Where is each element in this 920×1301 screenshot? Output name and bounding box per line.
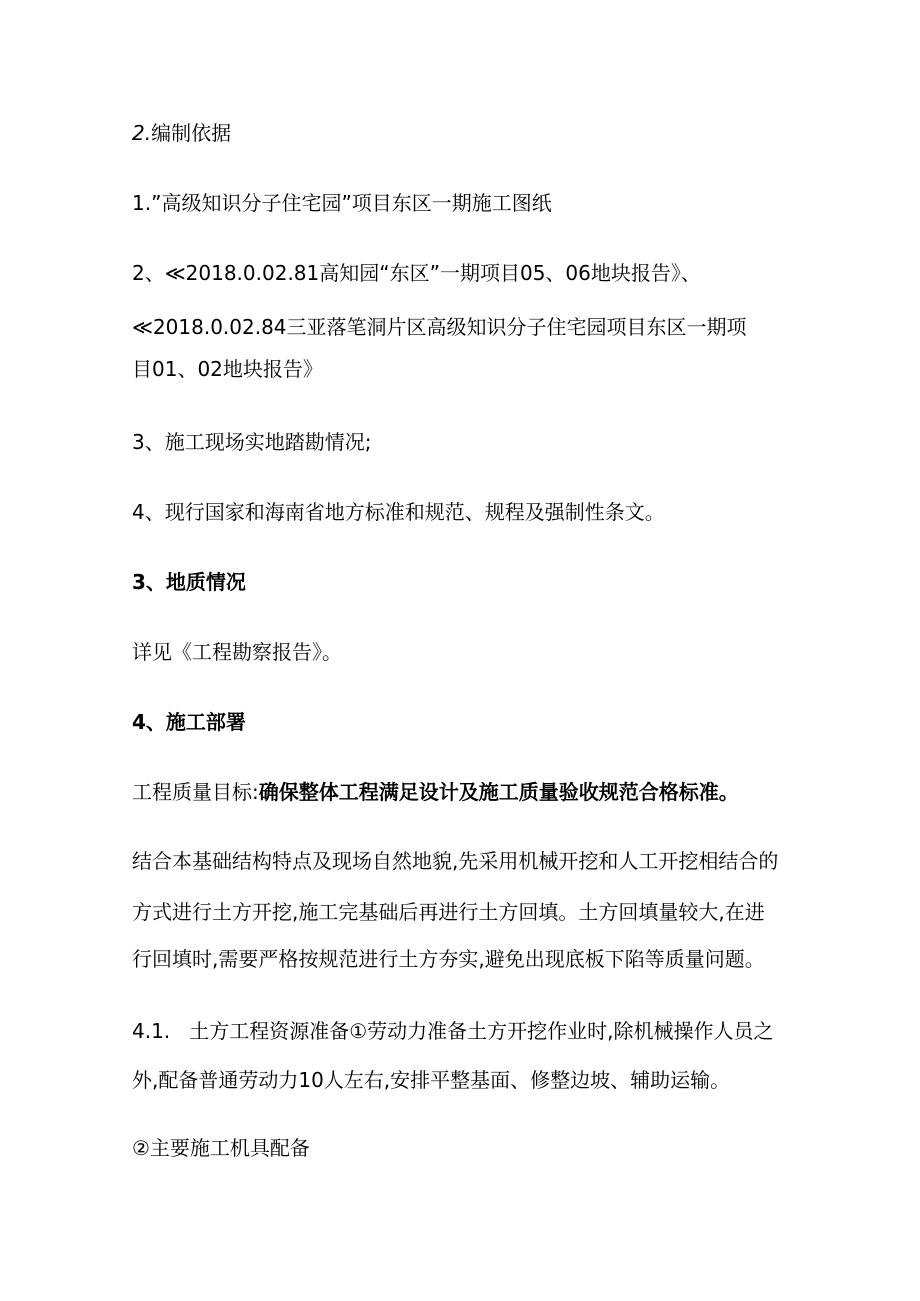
geology-heading: 3、地质情况 xyxy=(132,570,246,594)
resource-line-1: 4.1. 土方工程资源准备①劳动力准备土方开挖作业时,除机械操作人员之 xyxy=(132,1019,774,1043)
section-title: 编制依据 xyxy=(151,121,232,145)
quality-text: 确保整体工程满足设计及施工质量验收规范合格标准。 xyxy=(258,780,739,804)
paragraph-line-2: 方式进行土方开挖,施工完基础后再进行土方回填。土方回填量较大,在进 xyxy=(132,900,765,924)
resource-line-2: 外,配备普通劳动力10人左右,安排平整基面、修整边坡、辅助运输。 xyxy=(132,1068,731,1092)
paragraph-line-3: 行回填时,需要严格按规范进行土方夯实,避免出现底板下陷等质量问题。 xyxy=(132,947,765,971)
basis-item-4: 4、现行国家和海南省地方标准和规范、规程及强制性条文。 xyxy=(132,500,665,524)
deploy-heading: 4、施工部署 xyxy=(132,710,246,734)
equipment-heading: ②主要施工机具配备 xyxy=(132,1136,310,1160)
quality-target xyxy=(132,779,739,805)
geology-text: 详见《工程勘察报告》。 xyxy=(132,640,342,664)
section-number: 2. xyxy=(132,121,152,145)
basis-item-2: 2、≪2018.0.02.81高知园“东区”一期项目05、06地块报告》、 xyxy=(132,261,701,285)
basis-item-2-cont2: 目01、02地块报告》 xyxy=(132,357,323,381)
basis-item-1: 1.”高级知识分子住宅园”项目东区一期施工图纸 xyxy=(132,191,552,215)
basis-item-3: 3、施工现场实地踏勘情况; xyxy=(132,430,372,454)
paragraph-line-1: 结合本基础结构特点及现场自然地貌,先采用机械开挖和人工开挖相结合的 xyxy=(132,849,779,873)
quality-label: 工程质量目标: xyxy=(132,780,259,804)
section-basis-heading xyxy=(132,120,231,146)
basis-item-2-cont: ≪2018.0.02.84三亚落笔洞片区高级知识分子住宅园项目东区一期项 xyxy=(132,315,747,339)
